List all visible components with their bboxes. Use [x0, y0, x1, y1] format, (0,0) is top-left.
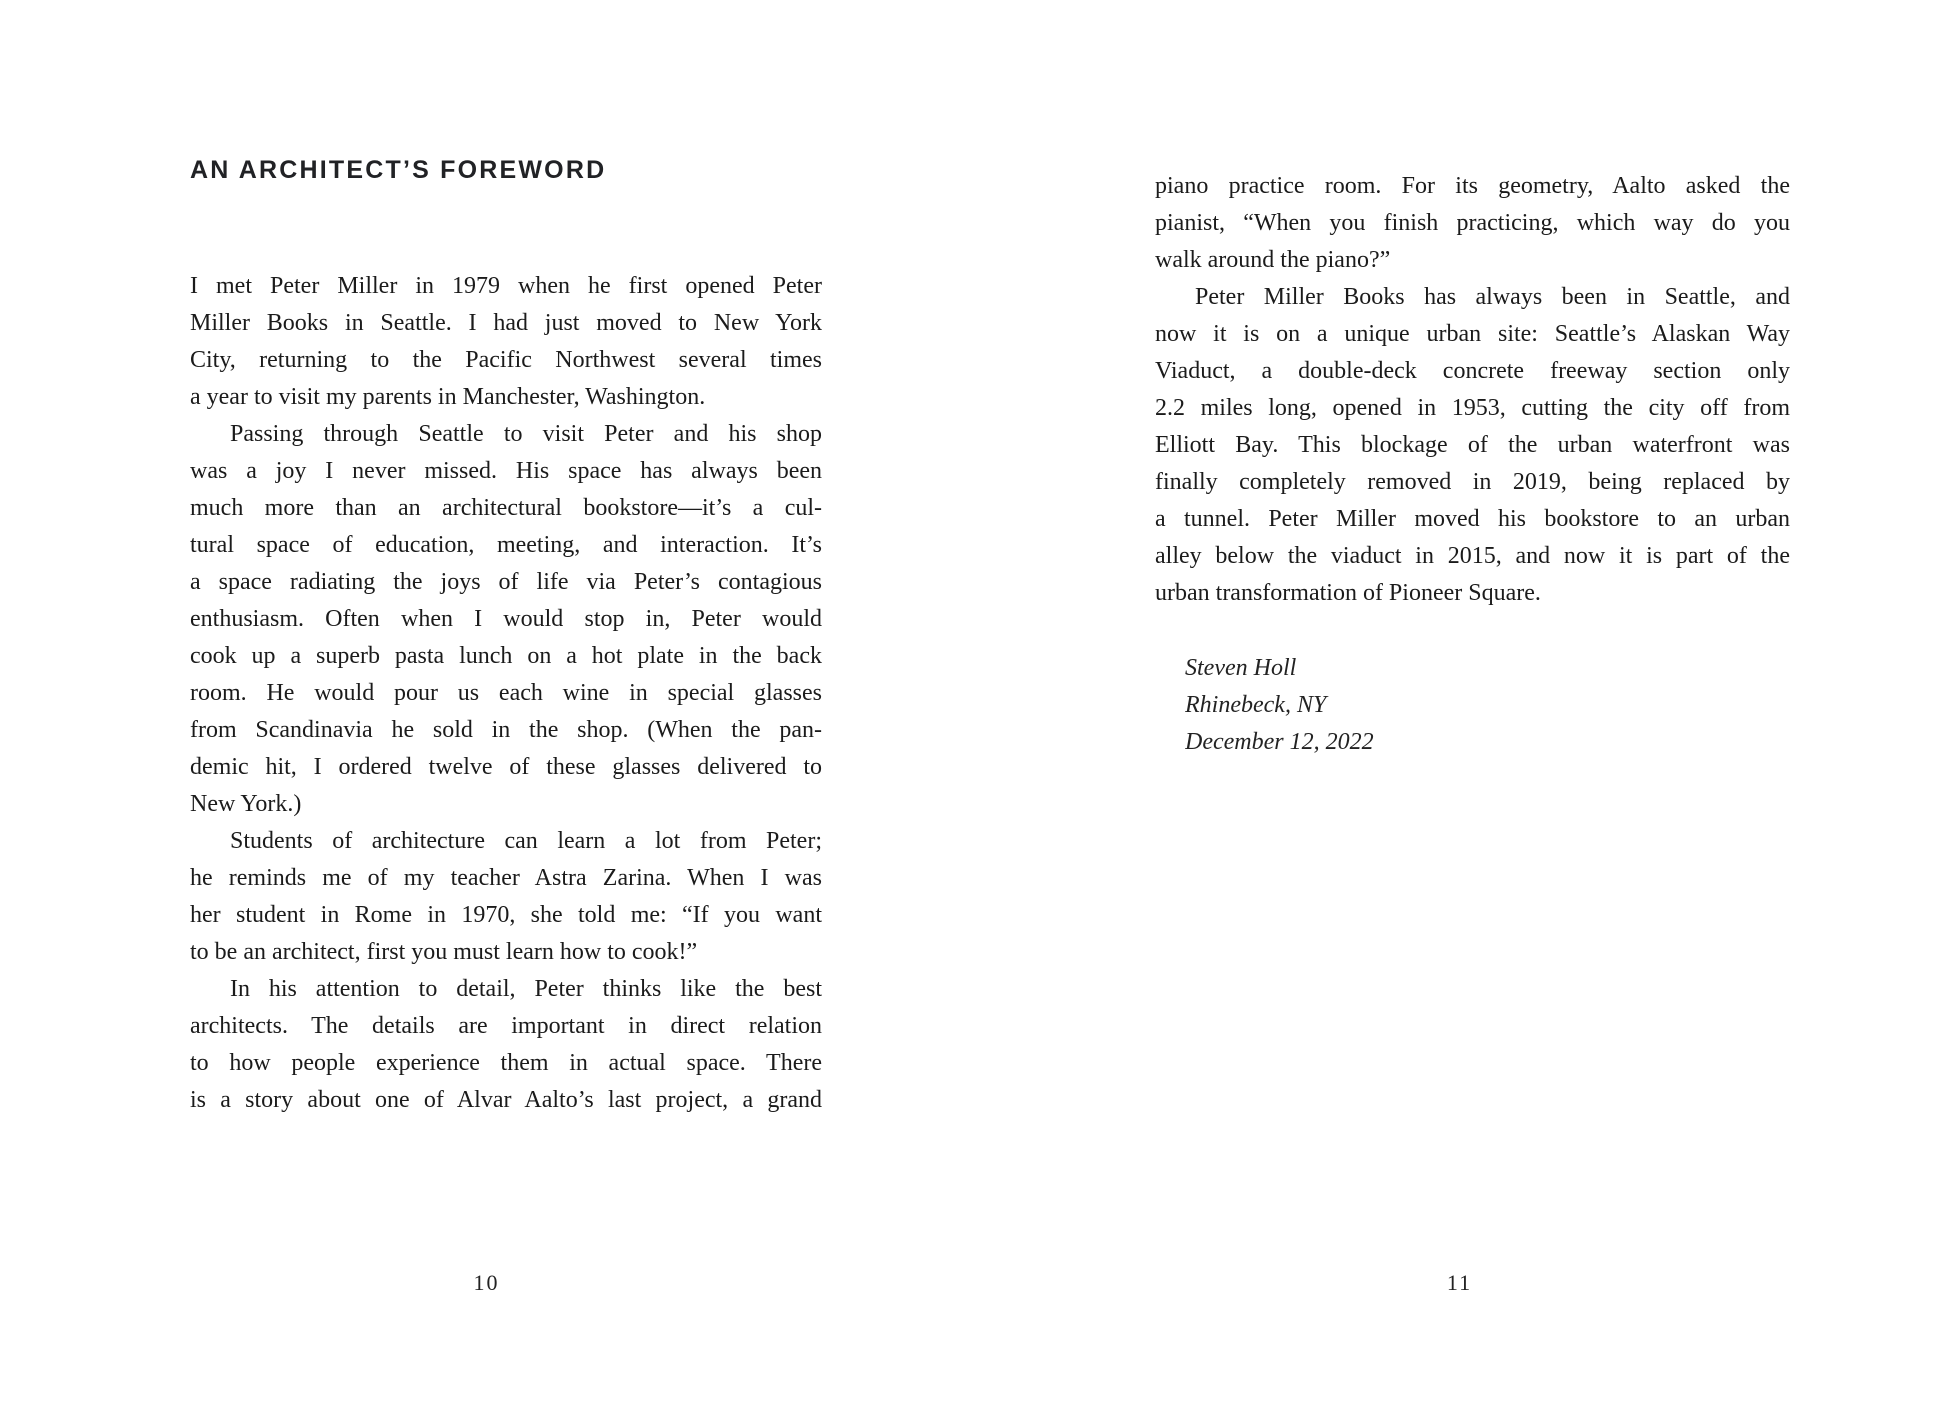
text-line: from Scandinavia he sold in the shop. (When the pan- [190, 717, 822, 743]
text-line: Rhinebeck, NY [1185, 692, 1327, 718]
text-line: a year to visit my parents in Manchester, Washington. [190, 384, 706, 410]
text-line: he reminds me of my teacher Astra Zarina. When I was [190, 865, 822, 891]
text-line: Students of architecture can learn a lot from Peter; [230, 828, 822, 854]
text-line: Peter Miller Books has always been in Seattle, and [1195, 284, 1790, 310]
text-line: much more than an architectural bookstore—it’s a cul- [190, 495, 822, 521]
text-line: Viaduct, a double-deck concrete freeway section only [1155, 358, 1790, 384]
text-line: New York.) [190, 791, 302, 817]
page-number-left: 10 [473, 1270, 500, 1295]
text-line: cook up a superb pasta lunch on a hot plate in the back [190, 643, 822, 669]
text-line: urban transformation of Pioneer Square. [1155, 580, 1541, 606]
text-line: I met Peter Miller in 1979 when he first opened Peter [190, 273, 822, 299]
text-line: walk around the piano?” [1155, 247, 1391, 273]
text-line: Miller Books in Seattle. I had just moved to New York [190, 310, 822, 336]
text-line: now it is on a unique urban site: Seattle’s Alaskan Way [1155, 321, 1790, 347]
text-line: City, returning to the Pacific Northwest several times [190, 347, 822, 373]
text-line: alley below the viaduct in 2015, and now it is part of the [1155, 543, 1790, 569]
text-line: room. He would pour us each wine in special glasses [190, 680, 822, 706]
text-line: to be an architect, first you must learn how to cook!” [190, 939, 698, 965]
text-line: In his attention to detail, Peter thinks like the best [230, 976, 822, 1002]
text-line: December 12, 2022 [1185, 729, 1374, 755]
text-line: is a story about one of Alvar Aalto’s last project, a grand [190, 1087, 822, 1113]
text-line: Steven Holl [1185, 655, 1297, 681]
text-line: was a joy I never missed. His space has always been [190, 458, 822, 484]
text-line: finally completely removed in 2019, being replaced by [1155, 469, 1790, 495]
text-line: piano practice room. For its geometry, Aalto asked the [1155, 173, 1790, 199]
text-line: Elliott Bay. This blockage of the urban waterfront was [1155, 432, 1790, 458]
signature-block [1185, 650, 1374, 761]
text-line: architects. The details are important in direct relation [190, 1013, 822, 1039]
left-page-body-text [190, 268, 822, 1119]
text-line: her student in Rome in 1970, she told me: “If you want [190, 902, 822, 928]
text-line: Passing through Seattle to visit Peter and his shop [230, 421, 822, 447]
text-line: a space radiating the joys of life via Peter’s contagious [190, 569, 822, 595]
foreword-heading: AN ARCHITECT’S FOREWORD [190, 156, 607, 184]
right-page-body-text [1155, 168, 1790, 612]
text-line: tural space of education, meeting, and interaction. It’s [190, 532, 822, 558]
text-line: demic hit, I ordered twelve of these glasses delivered to [190, 754, 822, 780]
text-line: pianist, “When you finish practicing, which way do you [1155, 210, 1790, 236]
text-line: a tunnel. Peter Miller moved his bookstore to an urban [1155, 506, 1790, 532]
text-line: to how people experience them in actual space. There [190, 1050, 822, 1076]
text-line: enthusiasm. Often when I would stop in, Peter would [190, 606, 822, 632]
page-number-right: 11 [1446, 1270, 1473, 1295]
text-line: 2.2 miles long, opened in 1953, cutting the city off from [1155, 395, 1790, 421]
